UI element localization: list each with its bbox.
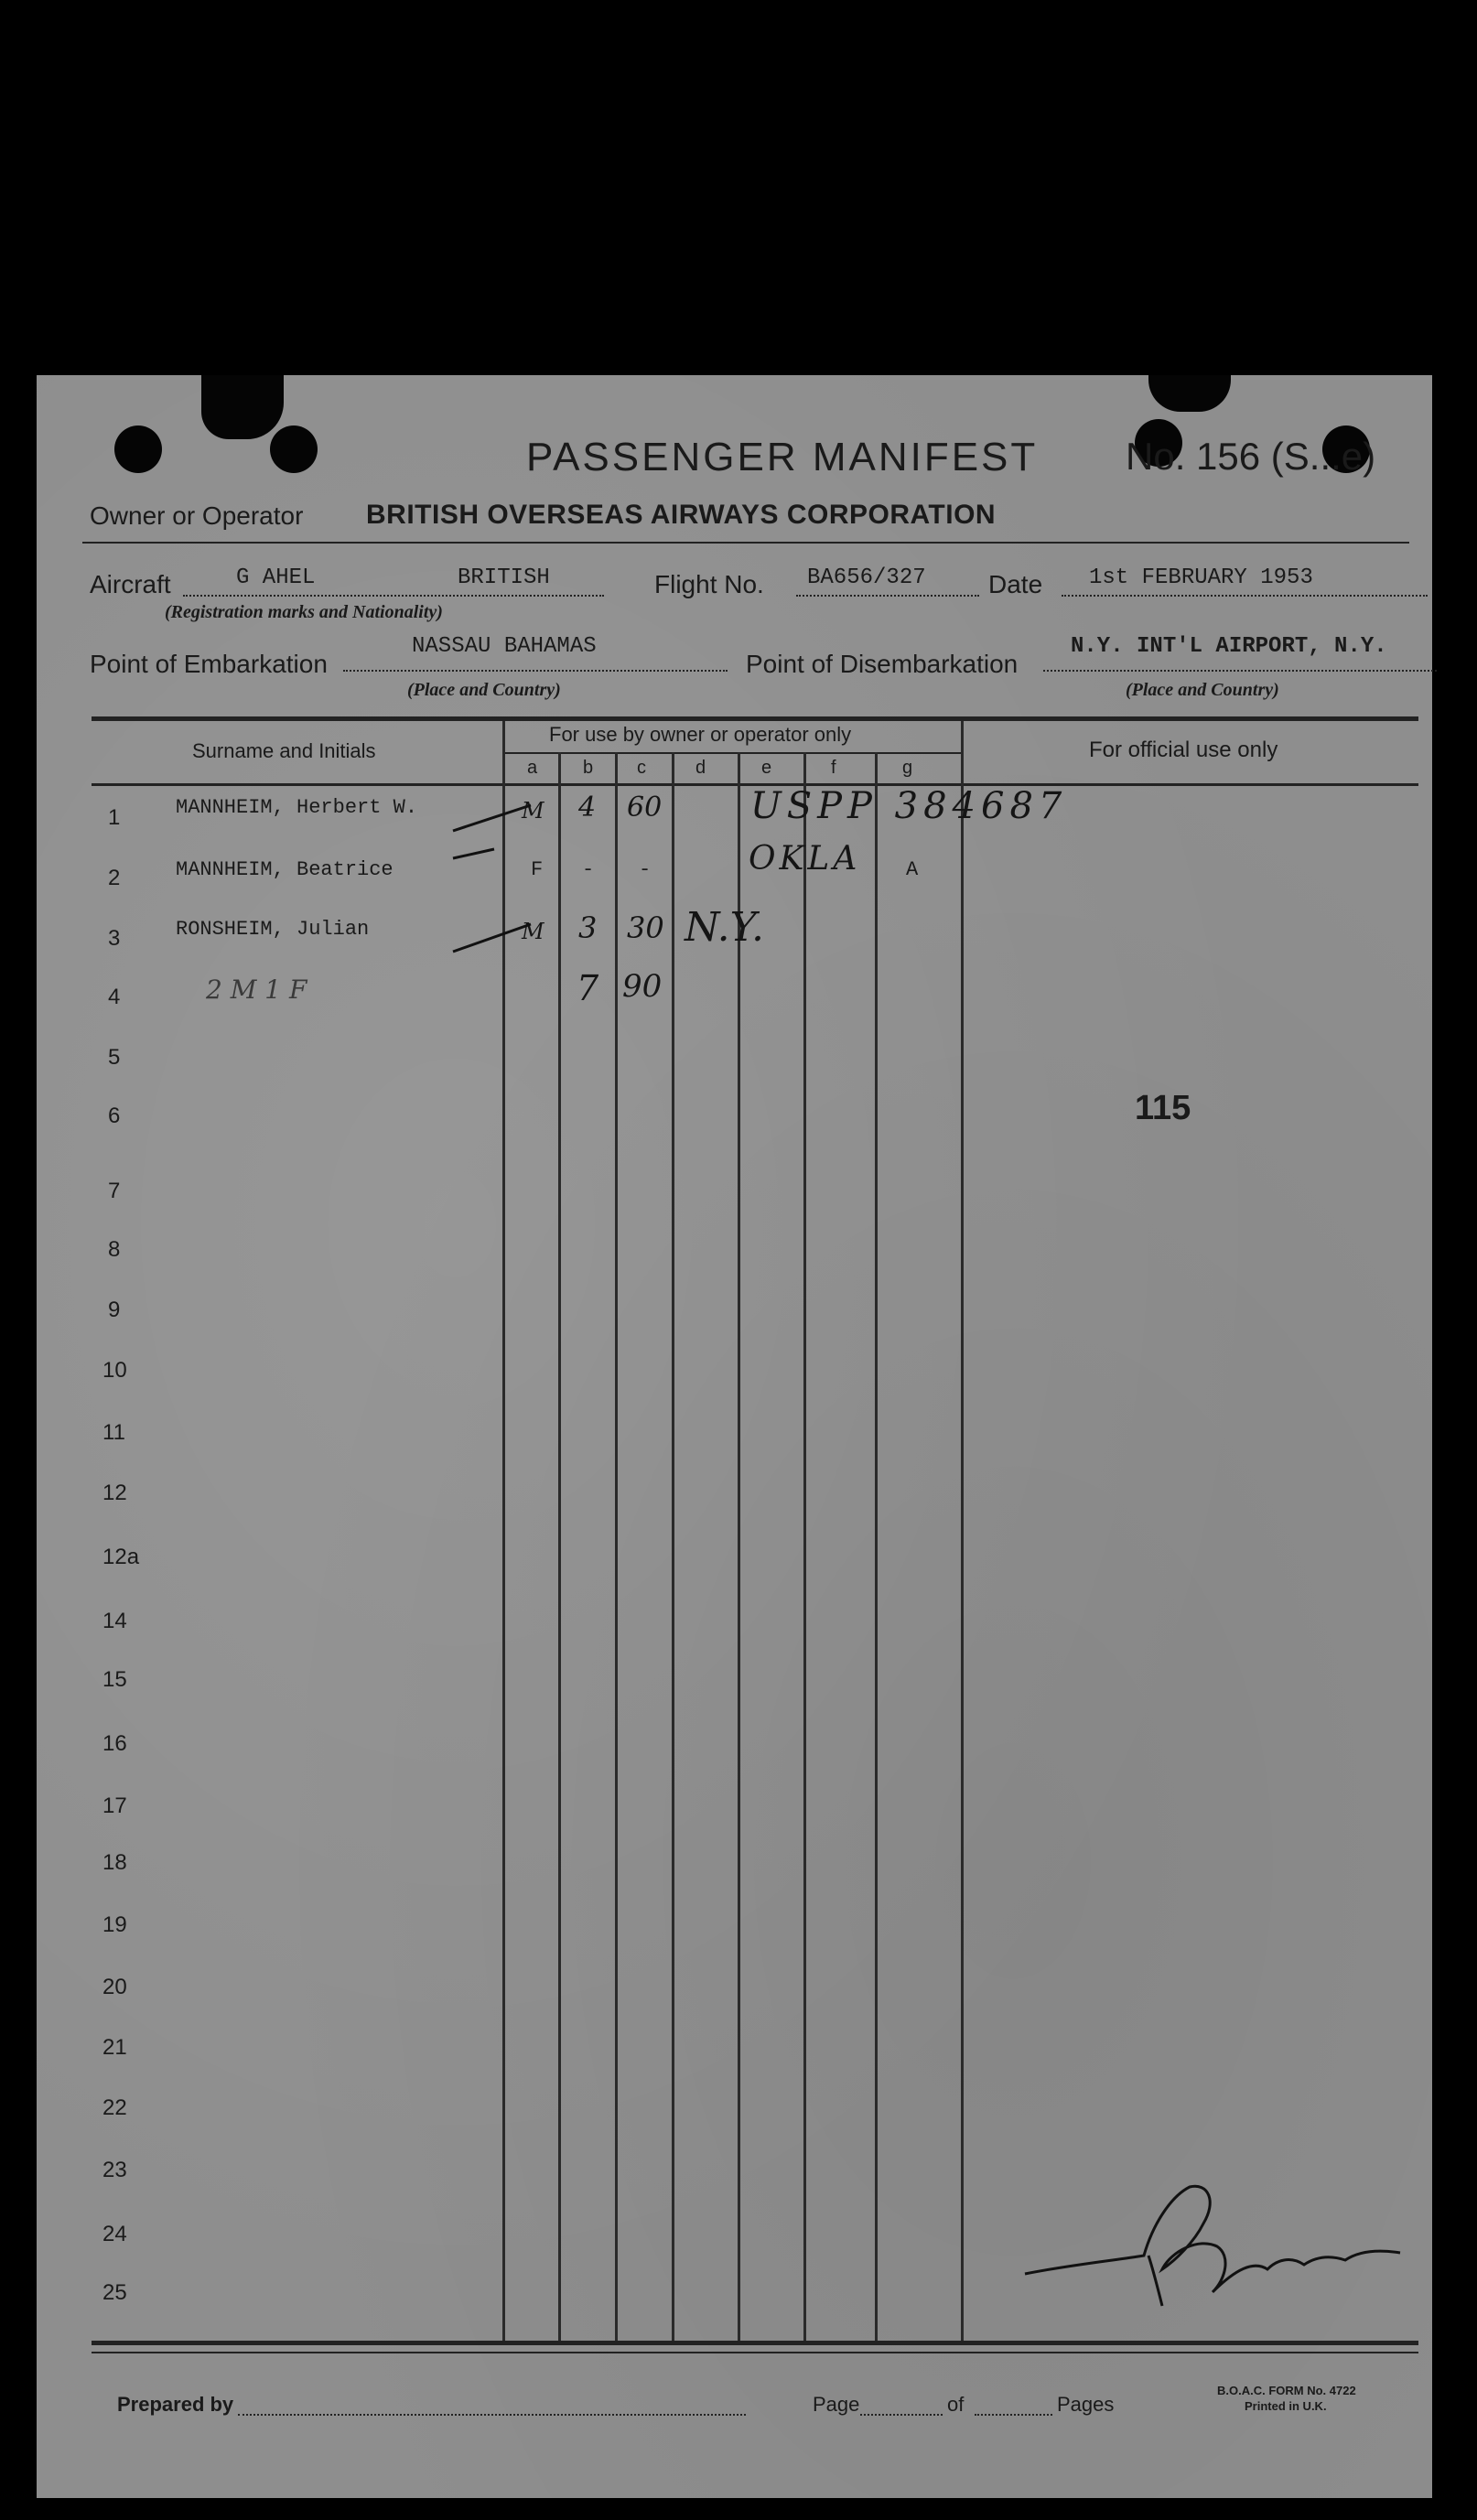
passenger-e: OKLA xyxy=(749,840,861,878)
col-letter-a: a xyxy=(527,758,538,778)
col-letter-e: e xyxy=(761,758,772,778)
passenger-sex: F xyxy=(531,858,544,881)
owner-label: Owner or Operator xyxy=(90,501,304,530)
passenger-c: 60 xyxy=(627,792,663,824)
flight-date: 1st FEBRUARY 1953 xyxy=(1089,565,1313,590)
pages-label: Pages xyxy=(1057,2393,1115,2416)
passenger-b: - xyxy=(582,858,595,881)
dotted-rule xyxy=(975,2414,1052,2416)
col-letter-d: d xyxy=(695,758,706,778)
disembarkation-label: Point of Disembarkation xyxy=(746,650,1019,678)
date-label: Date xyxy=(988,570,1043,598)
dotted-rule xyxy=(860,2414,943,2416)
aircraft-registration: G AHEL xyxy=(236,565,316,590)
checkmark-icon xyxy=(453,805,531,831)
col-letter-g: g xyxy=(902,758,913,778)
disembarkation-value: N.Y. INT'L AIRPORT, N.Y. xyxy=(1071,634,1387,659)
row-number: 17 xyxy=(102,1793,127,1818)
row-number: 25 xyxy=(102,2280,127,2305)
form-number: No. 156 (S...e) xyxy=(1126,435,1376,478)
passenger-sex: M xyxy=(522,798,544,824)
row-number: 7 xyxy=(108,1179,121,1203)
row-number: 21 xyxy=(102,2035,127,2060)
owner-use-header: For use by owner or operator only xyxy=(549,723,852,746)
row-number: 4 xyxy=(108,985,121,1009)
table-bottom-rule xyxy=(92,2341,1418,2345)
row-number: 16 xyxy=(102,1731,127,1756)
row-number: 6 xyxy=(108,1104,121,1128)
official-use-header: For official use only xyxy=(1089,738,1278,762)
embarkation-label: Point of Embarkation xyxy=(90,650,328,678)
row-number: 15 xyxy=(102,1667,127,1692)
row-number: 10 xyxy=(102,1358,127,1383)
aircraft-nationality: BRITISH xyxy=(458,565,550,590)
passenger-totals: 2 M 1 F xyxy=(206,975,307,1005)
disembarkation-note: (Place and Country) xyxy=(1126,680,1279,700)
passenger-name: MANNHEIM, Herbert W. xyxy=(176,796,418,819)
col-letter-c: c xyxy=(637,758,646,778)
row-number: 2 xyxy=(108,866,121,890)
row-number: 9 xyxy=(108,1298,121,1322)
name-column-header: Surname and Initials xyxy=(192,739,376,762)
row-number: 8 xyxy=(108,1237,121,1262)
col-letter-b: b xyxy=(583,758,594,778)
prepared-by-label: Prepared by xyxy=(117,2393,234,2416)
registration-note: (Registration marks and Nationality) xyxy=(165,602,443,622)
total-b: 7 xyxy=(577,968,599,1008)
passenger-b: 4 xyxy=(578,792,597,824)
passenger-e: USPP 384687 xyxy=(750,785,1068,827)
passenger-c: - xyxy=(639,858,652,881)
row-number: 22 xyxy=(102,2095,127,2120)
signature-mark xyxy=(1016,2169,1437,2315)
owner-value: BRITISH OVERSEAS AIRWAYS CORPORATION xyxy=(366,500,997,530)
embarkation-note: (Place and Country) xyxy=(407,680,561,700)
flight-no-label: Flight No. xyxy=(654,570,764,598)
page-label: Page xyxy=(813,2393,860,2416)
row-number: 18 xyxy=(102,1850,127,1875)
row-number: 12 xyxy=(102,1481,127,1505)
row-number: 1 xyxy=(108,805,121,830)
dotted-rule xyxy=(238,2414,746,2416)
row-number: 24 xyxy=(102,2222,127,2246)
total-c: 90 xyxy=(622,968,663,1005)
page-title: PASSENGER MANIFEST xyxy=(526,435,1039,479)
of-label: of xyxy=(947,2393,965,2416)
row-number: 20 xyxy=(102,1975,127,1999)
checkmark-icon xyxy=(453,849,494,858)
aircraft-label: Aircraft xyxy=(90,570,171,598)
passenger-name: RONSHEIM, Julian xyxy=(176,918,370,941)
passenger-sex: M xyxy=(522,919,544,944)
row-number: 23 xyxy=(102,2158,127,2182)
footer-rule xyxy=(92,2352,1418,2353)
row-number: 11 xyxy=(102,1420,125,1445)
row-number: 3 xyxy=(108,926,121,951)
passenger-b: 3 xyxy=(578,910,598,945)
flight-number: BA656/327 xyxy=(807,565,926,590)
row-number: 12a xyxy=(102,1545,140,1569)
official-stamp-number: 115 xyxy=(1135,1089,1191,1127)
passenger-name: MANNHEIM, Beatrice xyxy=(176,858,394,881)
col-letter-f: f xyxy=(831,758,836,778)
check-marks xyxy=(37,375,1432,1016)
checkmark-icon xyxy=(453,924,531,952)
printed-in: Printed in U.K. xyxy=(1245,2399,1327,2413)
passenger-g: A xyxy=(906,858,919,881)
manifest-sheet xyxy=(37,375,1432,2498)
row-number: 14 xyxy=(102,1609,127,1633)
form-code: B.O.A.C. FORM No. 4722 xyxy=(1217,2384,1356,2397)
passenger-c: 30 xyxy=(627,910,664,945)
passenger-e: N.Y. xyxy=(685,904,765,951)
row-number: 19 xyxy=(102,1912,127,1937)
embarkation-value: NASSAU BAHAMAS xyxy=(412,634,597,659)
row-number: 5 xyxy=(108,1045,121,1070)
